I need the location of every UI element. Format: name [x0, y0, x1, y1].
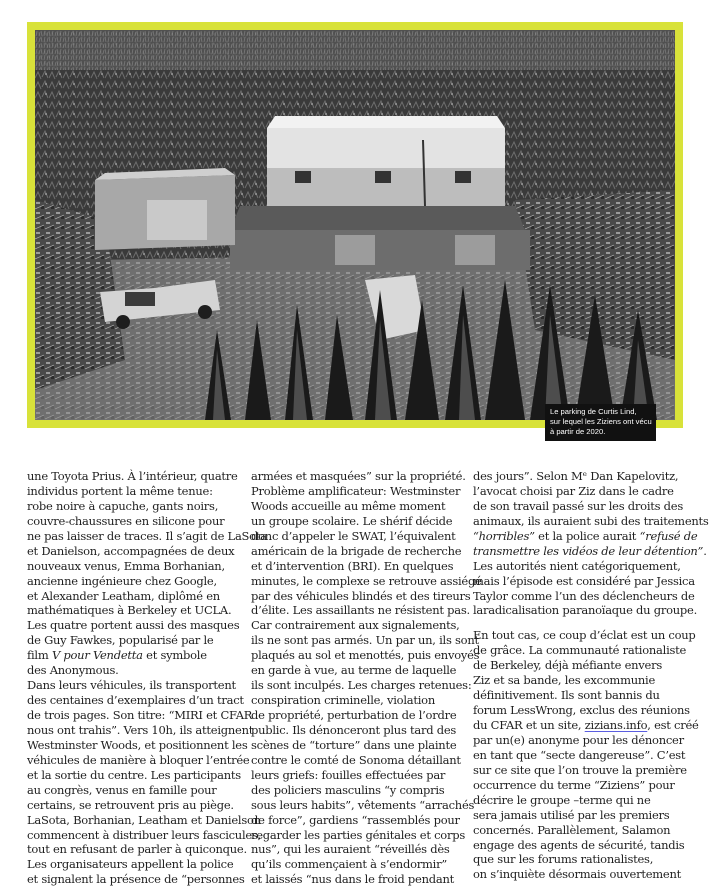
text-line: tout en refusant de parler à quiconque. — [27, 842, 247, 857]
article-column-2 — [251, 469, 482, 887]
text-line: par des véhicules blindés et des tireurs — [251, 588, 471, 603]
text-line: nouveaux venus, Emma Borhanian, — [27, 558, 225, 573]
text-line: En tout cas, ce coup d’éclat est un coup — [473, 628, 696, 643]
text-line-quote — [473, 528, 698, 544]
text-fragment: film — [27, 648, 52, 663]
article-column-1 — [27, 469, 267, 887]
text-line: de Berkeley, déjà méfiante envers — [473, 658, 663, 673]
quote-italic: “refusé de — [639, 528, 698, 543]
text-line: en tant que “secte dangereuse”. C’est — [473, 747, 686, 762]
text-line: sous leurs habits”, vêtements “arrachés — [251, 797, 475, 812]
text-line: Les autorités nient catégoriquement, — [473, 558, 681, 573]
article-column-3 — [473, 469, 709, 882]
text-line: Ziz et sa bande, les excommunie — [473, 673, 656, 688]
paragraph-gap — [473, 618, 688, 628]
text-line: nus”, qui les auraient “réveillés dès — [251, 842, 450, 857]
text-line: des policiers masculins “y compris — [251, 782, 445, 797]
text-line: laradicalisation paranoïaque du groupe. — [473, 603, 697, 618]
text-line: qu’ils commençaient à s’endormir” — [251, 857, 447, 872]
text-line: LaSota, Borhanian, Leatham et Danielson — [27, 812, 261, 827]
text-line: couvre-chaussures en silicone pour — [27, 513, 225, 528]
text-line: scènes de “torture” dans une plainte — [251, 737, 457, 752]
photo-caption — [545, 404, 656, 441]
text-line: et signalent la présence de “personnes — [27, 872, 245, 887]
text-line-quote — [473, 543, 707, 559]
text-line: de force”, gardiens “rassemblés pour — [251, 812, 460, 827]
text-line: sur ce site que l’on trouve la première — [473, 762, 687, 777]
text-line: contre le comté de Sonoma détaillant — [251, 752, 461, 767]
text-line: plaqués au sol et menottés, puis envoyés — [251, 648, 480, 663]
text-fragment: . — [703, 543, 707, 558]
text-line: ils ne sont pas armés. Un par un, ils sont — [251, 633, 479, 648]
text-line: forum LessWrong, exclus des réunions — [473, 703, 690, 718]
text-line: et la sortie du centre. Les participants — [27, 767, 241, 782]
text-line: au congrès, venus en famille pour — [27, 782, 217, 797]
text-line: de trois pages. Son titre: “MIRI et CFAR — [27, 708, 253, 722]
text-line: ne pas laisser de traces. Il s’agit de LaSota — [27, 528, 267, 543]
text-line: Problème amplificateur: Westminster — [251, 483, 461, 498]
text-fragment: , est créé — [647, 718, 699, 732]
text-line: commencent à distribuer leurs fascicules, — [27, 827, 262, 842]
text-line: Woods accueille au même moment — [251, 498, 446, 513]
text-line: Westminster Woods, et positionnent les — [27, 737, 248, 752]
text-line: définitivement. Ils sont bannis du — [473, 688, 660, 703]
text-line: décrire le groupe –terme qui ne — [473, 792, 651, 807]
quote-italic: “horribles” — [473, 528, 535, 543]
text-fragment: et symbole — [142, 648, 207, 663]
film-title: V pour Vendetta — [51, 648, 143, 663]
text-line: conspiration criminelle, violation — [251, 693, 435, 708]
text-line: véhicules de manière à bloquer l’entrée — [27, 752, 250, 767]
text-fragment: du CFAR et un site, — [473, 718, 585, 732]
text-line: ils sont inculpés. Les charges retenues: — [251, 678, 472, 693]
text-line: des jours”. Selon Mᵉ Dan Kapelovitz, — [473, 469, 679, 483]
text-line: de propriété, perturbation de l’ordre — [251, 708, 457, 722]
text-line: donc d’appeler le SWAT, l’équivalent — [251, 528, 456, 543]
text-line: occurrence du terme “Ziziens” pour — [473, 777, 675, 792]
photo-frame — [27, 22, 683, 428]
text-line: armées et masquées” sur la propriété. — [251, 469, 466, 483]
text-line: sera jamais utilisé par les premiers — [473, 807, 670, 822]
text-line: Dans leurs véhicules, ils transportent — [27, 678, 236, 693]
compound-photo — [35, 30, 675, 420]
text-line: par un(e) anonyme pour les dénoncer — [473, 732, 684, 747]
text-line: concernés. Parallèlement, Salamon — [473, 822, 671, 837]
text-line: de son travail passé sur les droits des — [473, 498, 683, 513]
text-fragment: et la police aurait — [534, 528, 640, 543]
text-line: d’élite. Les assaillants ne résistent pas. — [251, 603, 470, 618]
compound-photo-illustration — [35, 30, 675, 420]
text-line: de grâce. La communauté rationaliste — [473, 643, 687, 658]
text-line: et d’intervention (BRI). En quelques — [251, 558, 454, 573]
text-line: regarder les parties génitales et corps — [251, 827, 465, 842]
text-line: certains, se retrouvent pris au piège. — [27, 797, 234, 812]
text-line: minutes, le complexe se retrouve assiégé — [251, 573, 482, 588]
text-line: nous ont trahis”. Vers 10h, ils atteignent — [27, 722, 254, 737]
text-line: on s’inquiète désormais ouvertement — [473, 867, 681, 882]
text-line: engage des agents de sécurité, tandis — [473, 837, 685, 852]
text-line: animaux, ils auraient subi des traitements — [473, 513, 709, 528]
caption-line: à partir de 2020. — [550, 427, 606, 436]
caption-line: sur lequel les Ziziens ont vécu — [550, 417, 652, 426]
caption-line: Le parking de Curtis Lind, — [550, 407, 637, 416]
text-line: mais l’épisode est considéré par Jessica — [473, 573, 695, 588]
text-line: et Danielson, accompagnées de deux — [27, 543, 235, 558]
text-line: et laissés “nus dans le froid pendant — [251, 872, 454, 887]
text-line-link — [473, 718, 699, 733]
text-line: des Anonymous. — [27, 663, 119, 678]
text-line: Les quatre portent aussi des masques — [27, 618, 240, 633]
text-line-film — [27, 648, 232, 663]
text-line: mathématiques à Berkeley et UCLA. — [27, 603, 232, 618]
text-line: robe noire à capuche, gants noirs, — [27, 498, 219, 513]
text-line: leurs griefs: fouilles effectuées par — [251, 767, 446, 782]
text-line: en garde à vue, au terme de laquelle — [251, 663, 457, 678]
text-line: l’avocat choisi par Ziz dans le cadre — [473, 483, 674, 498]
text-line: Taylor comme l’un des déclencheurs de — [473, 588, 695, 603]
text-line: un groupe scolaire. Le shérif décide — [251, 513, 453, 528]
zizians-info-link[interactable]: zizians.info — [584, 718, 648, 732]
text-line: de Guy Fawkes, popularisé par le — [27, 633, 214, 648]
text-line: public. Ils dénonceront plus tard des — [251, 722, 457, 737]
text-line: Car contrairement aux signalements, — [251, 618, 460, 633]
text-line: ancienne ingénieure chez Google, — [27, 573, 217, 588]
quote-italic: transmettre les vidéos de leur détention” — [473, 543, 704, 558]
text-line: que sur les forums rationalistes, — [473, 852, 654, 867]
text-line: Les organisateurs appellent la police — [27, 857, 234, 872]
text-line: et Alexander Leatham, diplômé en — [27, 588, 220, 603]
text-line: américain de la brigade de recherche — [251, 543, 462, 558]
text-line: individus portent la même tenue: — [27, 483, 213, 498]
text-line: une Toyota Prius. À l’intérieur, quatre — [27, 469, 238, 483]
text-line: des centaines d’exemplaires d’un tract — [27, 693, 244, 708]
